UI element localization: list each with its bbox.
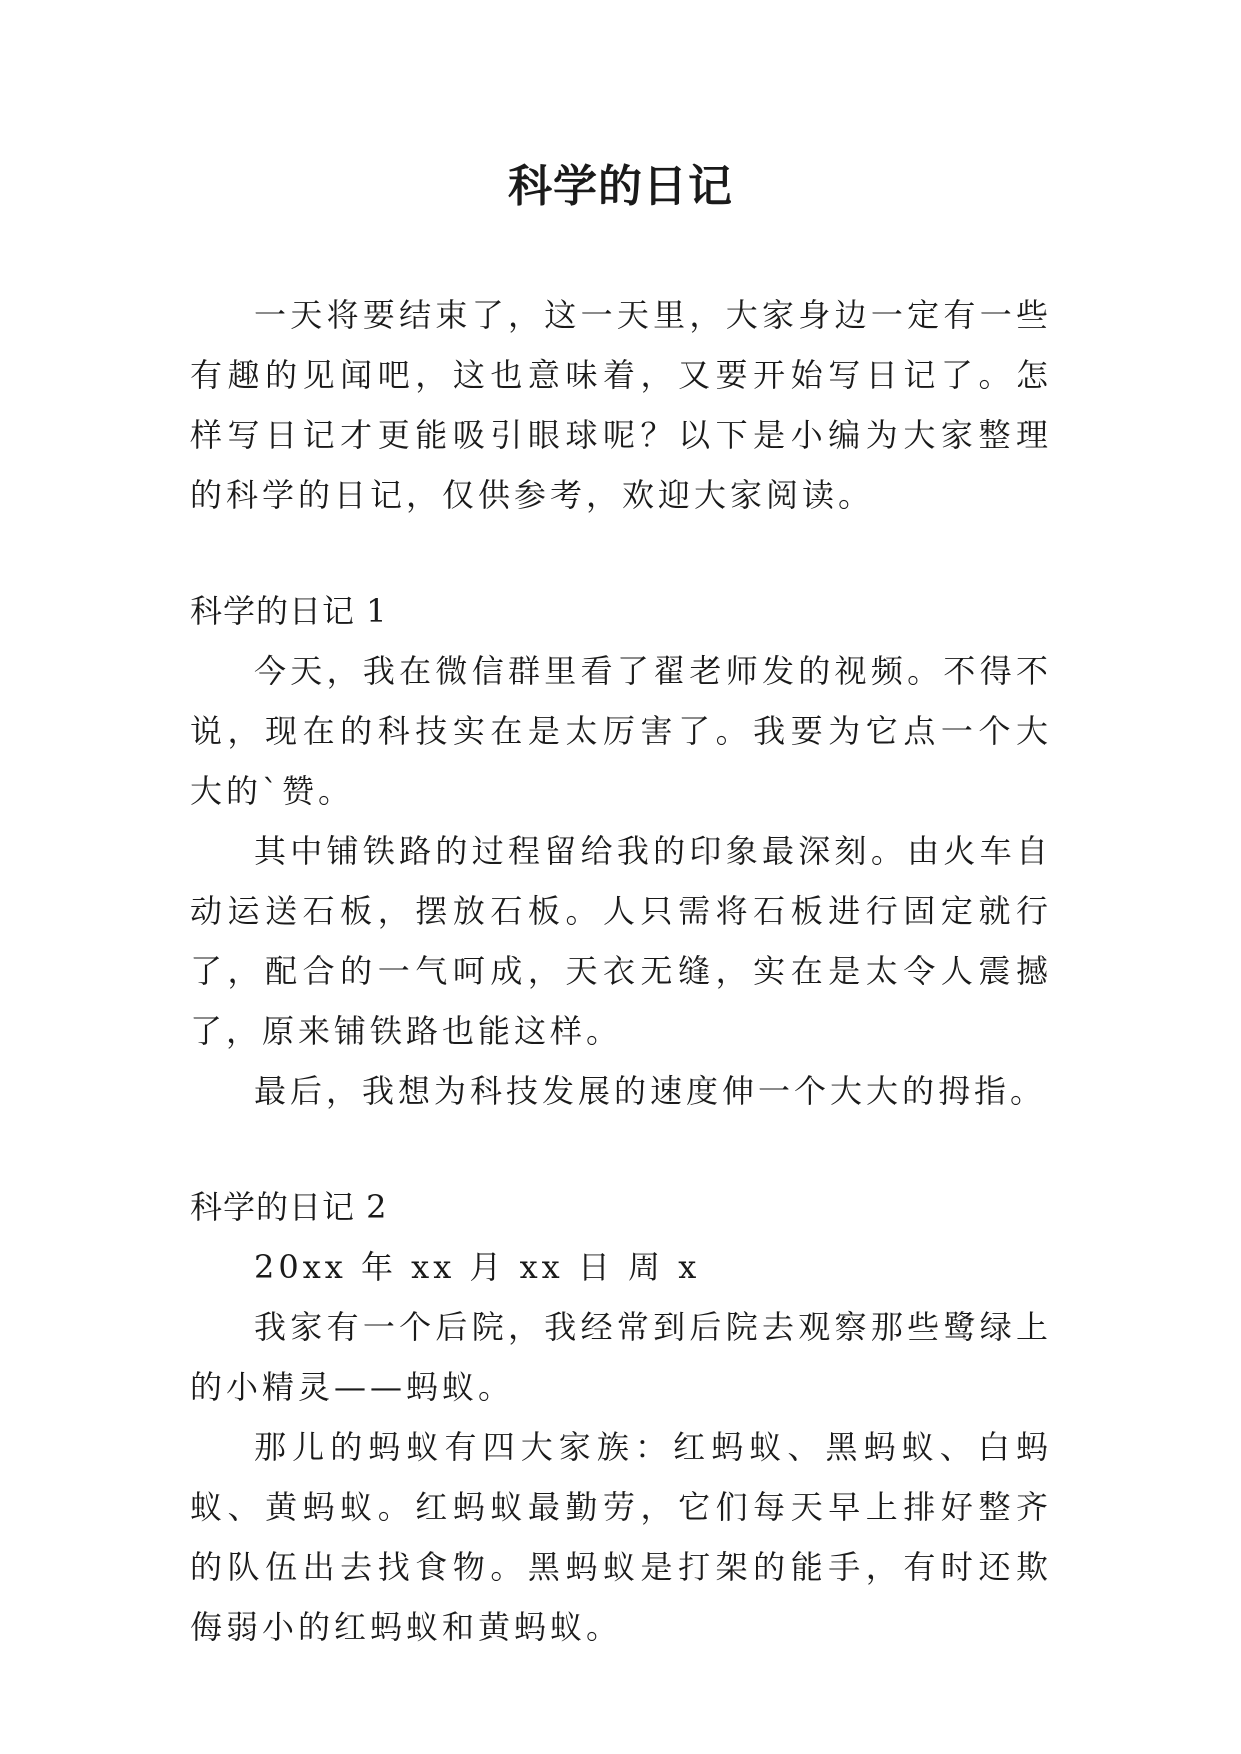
section-paragraph: 今天，我在微信群里看了翟老师发的视频。不得不说，现在的科技实在是太厉害了。我要为它点一个大大的`赞。 [190, 652, 1052, 810]
section-paragraph: 最后，我想为科技发展的速度伸一个大大的拇指。 [254, 1072, 1047, 1110]
section-paragraph: 那儿的蚂蚁有四大家族：红蚂蚁、黑蚂蚁、白蚂蚁、黄蚂蚁。红蚂蚁最勤劳，它们每天早上排好整齐的队伍出去找食物。黑蚂蚁是打架的能手，有时还欺侮弱小的红蚂蚁和黄蚂蚁。 [190, 1428, 1052, 1646]
document-body [190, 285, 1052, 1657]
diary-section-1 [190, 581, 1052, 1121]
section-heading: 科学的日记 1 [190, 592, 388, 630]
spacer [190, 525, 1052, 581]
diary-section-2 [190, 1177, 1052, 1657]
section-paragraph: 其中铺铁路的过程留给我的印象最深刻。由火车自动运送石板，摆放石板。人只需将石板进行固定就行了，配合的一气呵成，天衣无缝，实在是太令人震撼了，原来铺铁路也能这样。 [190, 832, 1052, 1050]
section-heading: 科学的日记 2 [190, 1188, 388, 1226]
diary-date-line: 20xx 年 xx 月 xx 日 周 x [254, 1248, 701, 1286]
document-title: 科学的日记 [508, 161, 733, 212]
section-paragraph: 我家有一个后院，我经常到后院去观察那些鹭绿上的小精灵——蚂蚁。 [190, 1308, 1052, 1406]
spacer [190, 1121, 1052, 1177]
intro-paragraph: 一天将要结束了，这一天里，大家身边一定有一些有趣的见闻吧，这也意味着，又要开始写日记了。怎样写日记才更能吸引眼球呢？以下是小编为大家整理的科学的日记，仅供参考，欢迎大家阅读。 [190, 296, 1052, 514]
